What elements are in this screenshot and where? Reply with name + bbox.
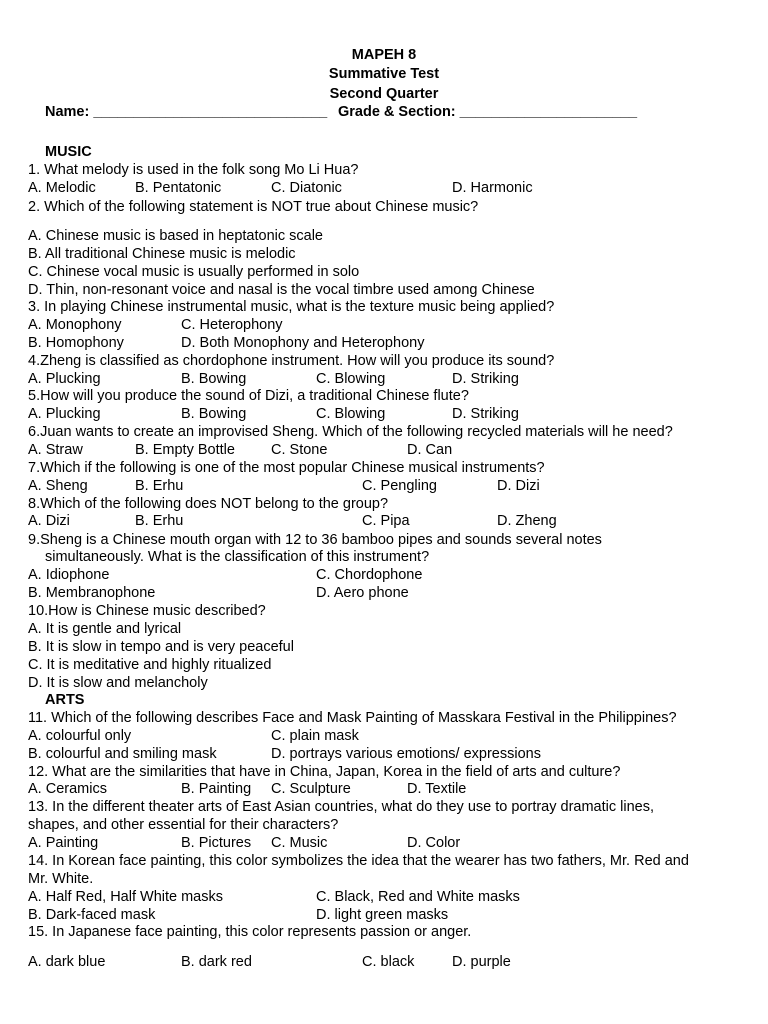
option-10c: C. It is meditative and highly ritualized — [28, 657, 272, 673]
name-field: Name: _____________________________ — [45, 104, 328, 120]
option-2c: C. Chinese vocal music is usually performed in solo — [28, 264, 360, 280]
option-10a: A. It is gentle and lyrical — [28, 621, 182, 637]
option-15c: C. black — [362, 954, 415, 970]
option-2d: D. Thin, non-resonant voice and nasal is the vocal timbre used among Chinese — [28, 282, 535, 298]
option-12b: B. Painting — [181, 781, 252, 797]
question-13-cont: shapes, and other essential for their characters? — [28, 817, 339, 833]
option-5c: C. Blowing — [316, 406, 386, 422]
option-14b: B. Dark-faced mask — [28, 907, 156, 923]
question-11: 11. Which of the following describes Face and Mask Painting of Masskara Festival in the Philippines? — [28, 710, 677, 726]
test-subtitle: Summative Test — [328, 66, 440, 82]
option-1a: A. Melodic — [28, 180, 96, 196]
option-3d: D. Both Monophony and Heterophony — [181, 335, 425, 351]
option-8d: D. Zheng — [497, 513, 557, 529]
question-6: 6.Juan wants to create an improvised Sheng. Which of the following recycled materials will he need? — [28, 424, 673, 440]
option-4d: D. Striking — [452, 371, 519, 387]
question-1: 1. What melody is used in the folk song Mo Li Hua? — [28, 162, 359, 178]
option-9a: A. Idiophone — [28, 567, 110, 583]
option-13c: C. Music — [271, 835, 328, 851]
option-14a: A. Half Red, Half White masks — [28, 889, 223, 905]
option-11b: B. colourful and smiling mask — [28, 746, 217, 762]
music-heading: MUSIC — [45, 144, 92, 160]
option-3b: B. Homophony — [28, 335, 124, 351]
option-2a: A. Chinese music is based in heptatonic scale — [28, 228, 323, 244]
option-9d: D. Aero phone — [316, 585, 409, 601]
option-11d: D. portrays various emotions/ expressions — [271, 746, 541, 762]
option-13b: B. Pictures — [181, 835, 252, 851]
option-6b: B. Empty Bottle — [135, 442, 235, 458]
question-13: 13. In the different theater arts of East Asian countries, what do they use to portray dramatic lines, — [28, 799, 654, 815]
option-10d: D. It is slow and melancholy — [28, 675, 208, 691]
option-7a: A. Sheng — [28, 478, 88, 494]
option-15a: A. dark blue — [28, 954, 106, 970]
question-7: 7.Which if the following is one of the most popular Chinese musical instruments? — [28, 460, 545, 476]
grade-section-field: Grade & Section: ______________________ — [338, 104, 638, 120]
option-7d: D. Dizi — [497, 478, 540, 494]
option-8a: A. Dizi — [28, 513, 70, 529]
option-8b: B. Erhu — [135, 513, 184, 529]
option-15b: B. dark red — [181, 954, 252, 970]
quarter-label: Second Quarter — [329, 86, 439, 102]
option-10b: B. It is slow in tempo and is very peaceful — [28, 639, 294, 655]
option-15d: D. purple — [452, 954, 511, 970]
question-15: 15. In Japanese face painting, this color represents passion or anger. — [28, 924, 472, 940]
option-1d: D. Harmonic — [452, 180, 533, 196]
option-12a: A. Ceramics — [28, 781, 107, 797]
option-6d: D. Can — [407, 442, 453, 458]
question-4: 4.Zheng is classified as chordophone instrument. How will you produce its sound? — [28, 353, 555, 369]
option-3a: A. Monophony — [28, 317, 122, 333]
option-7b: B. Erhu — [135, 478, 184, 494]
option-1b: B. Pentatonic — [135, 180, 222, 196]
question-8: 8.Which of the following does NOT belong to the group? — [28, 496, 389, 512]
test-title: MAPEH 8 — [351, 47, 417, 63]
option-2b: B. All traditional Chinese music is melodic — [28, 246, 296, 262]
arts-heading: ARTS — [45, 692, 85, 708]
question-14-cont: Mr. White. — [28, 871, 94, 887]
option-3c: C. Heterophony — [181, 317, 283, 333]
question-2: 2. Which of the following statement is NOT true about Chinese music? — [28, 199, 479, 215]
option-4c: C. Blowing — [316, 371, 386, 387]
option-6a: A. Straw — [28, 442, 83, 458]
question-12: 12. What are the similarities that have in China, Japan, Korea in the field of arts and culture? — [28, 764, 621, 780]
option-1c: C. Diatonic — [271, 180, 342, 196]
option-6c: C. Stone — [271, 442, 328, 458]
question-9: 9.Sheng is a Chinese mouth organ with 12 to 36 bamboo pipes and sounds several notes — [28, 532, 602, 548]
question-9-cont: simultaneously. What is the classification of this instrument? — [45, 549, 430, 565]
option-5b: B. Bowing — [181, 406, 247, 422]
option-4a: A. Plucking — [28, 371, 101, 387]
option-14c: C. Black, Red and White masks — [316, 889, 520, 905]
option-9c: C. Chordophone — [316, 567, 423, 583]
option-14d: D. light green masks — [316, 907, 449, 923]
option-11c: C. plain mask — [271, 728, 359, 744]
question-5: 5.How will you produce the sound of Dizi, a traditional Chinese flute? — [28, 388, 469, 404]
option-5d: D. Striking — [452, 406, 519, 422]
option-7c: C. Pengling — [362, 478, 437, 494]
option-13d: D. Color — [407, 835, 461, 851]
option-12d: D. Textile — [407, 781, 467, 797]
option-13a: A. Painting — [28, 835, 99, 851]
question-3: 3. In playing Chinese instrumental music, what is the texture music being applied? — [28, 299, 555, 315]
option-12c: C. Sculpture — [271, 781, 351, 797]
question-14: 14. In Korean face painting, this color symbolizes the idea that the wearer has two fathers, Mr. Red and — [28, 853, 689, 869]
option-8c: C. Pipa — [362, 513, 410, 529]
option-11a: A. colourful only — [28, 728, 132, 744]
option-5a: A. Plucking — [28, 406, 101, 422]
option-4b: B. Bowing — [181, 371, 247, 387]
option-9b: B. Membranophone — [28, 585, 156, 601]
question-10: 10.How is Chinese music described? — [28, 603, 266, 619]
